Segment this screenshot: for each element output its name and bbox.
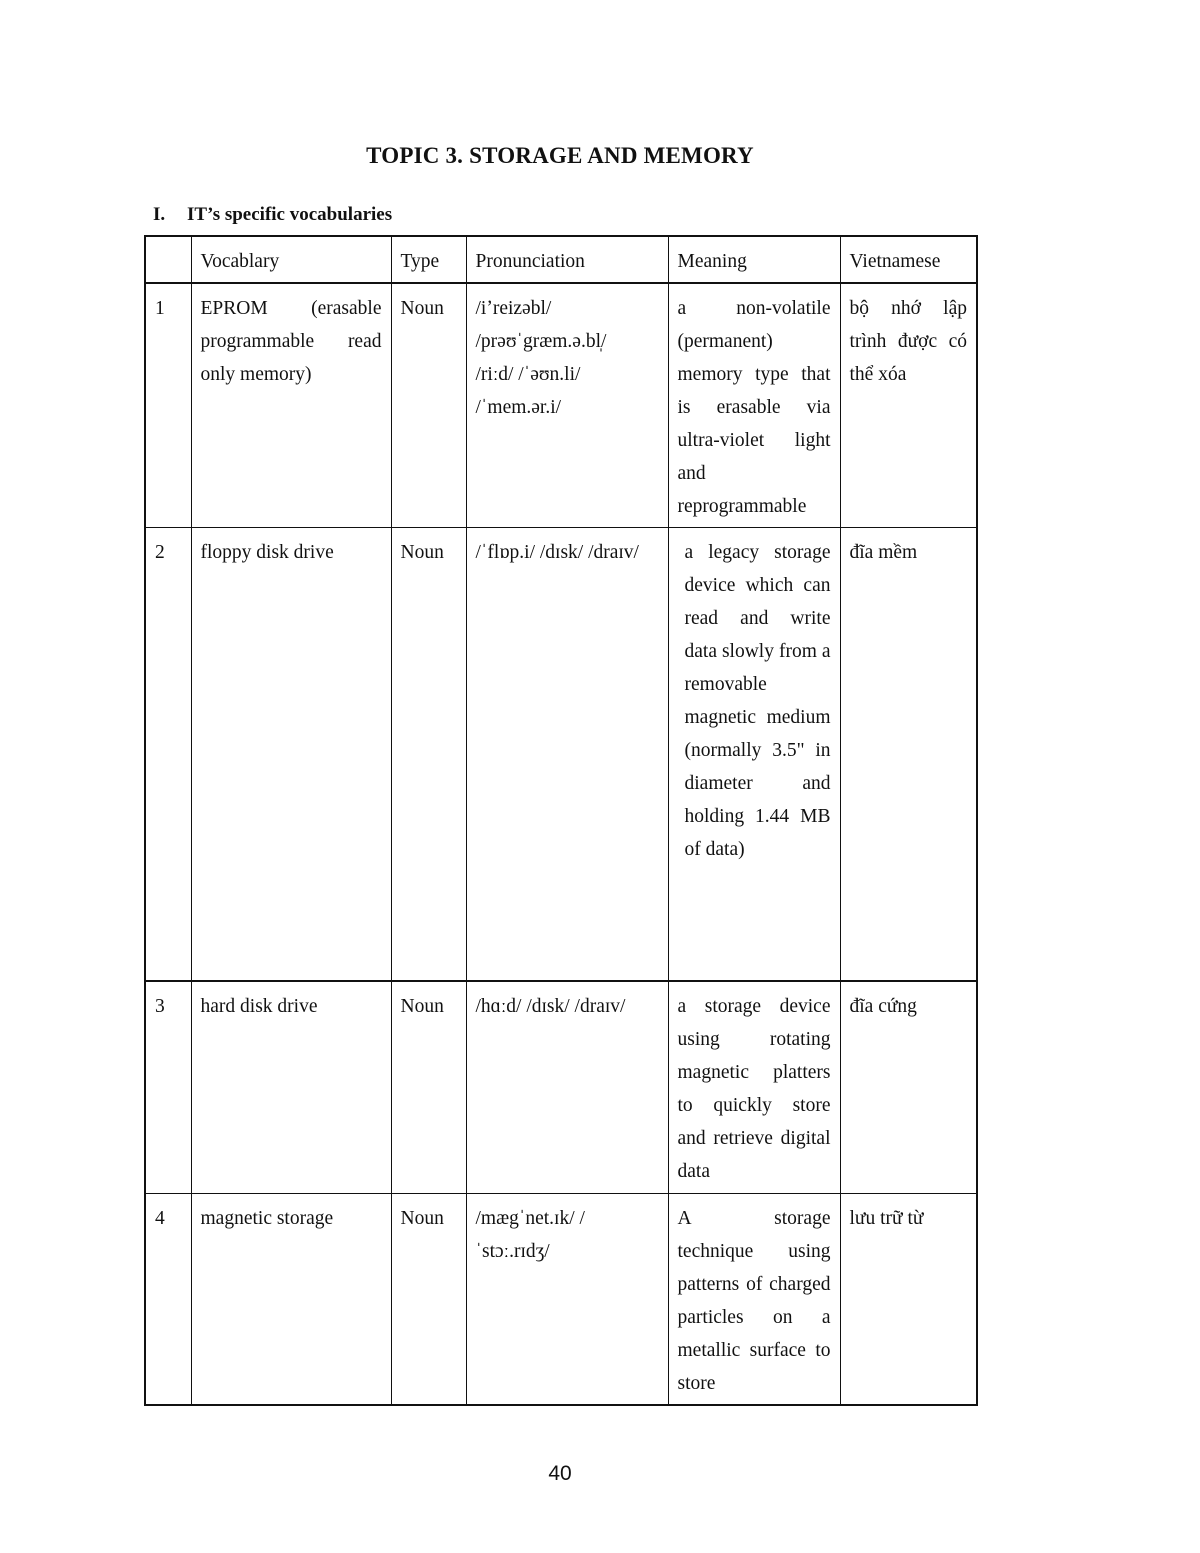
pronunciation-cell: /hɑːd/ /dɪsk/ /draɪv/ <box>466 981 668 1194</box>
row-number: 2 <box>145 528 191 982</box>
vocabulary-cell: hard disk drive <box>191 981 391 1194</box>
row-number: 1 <box>145 283 191 528</box>
header-pronunciation: Pronunciation <box>466 236 668 283</box>
vocabulary-table <box>144 235 978 1406</box>
pronunciation-line: /riːd/ /ˈəʊn.li/ <box>475 364 581 385</box>
row-number: 3 <box>145 981 191 1194</box>
table-row <box>145 981 977 1194</box>
table-row <box>145 528 977 982</box>
table-row <box>145 283 977 528</box>
meaning-cell: a storage device using rotating magnetic platters to quickly store and retrieve digital data <box>668 981 840 1194</box>
pronunciation-cell <box>466 283 668 528</box>
vocabulary-cell: magnetic storage <box>191 1194 391 1406</box>
header-number <box>145 236 191 283</box>
table-header-row <box>145 236 977 283</box>
row-number: 4 <box>145 1194 191 1406</box>
pronunciation-cell: /mægˈnet.ɪk/ /ˈstɔː.rɪdʒ/ <box>466 1194 668 1406</box>
type-cell: Noun <box>391 1194 466 1406</box>
vietnamese-cell: bộ nhớ lập trình được có thể xóa <box>840 283 977 528</box>
section-heading <box>153 204 392 226</box>
vietnamese-cell: đĩa cứng <box>840 981 977 1194</box>
meaning-cell: A storage technique using patterns of charged particles on a metallic surface to store <box>668 1194 840 1406</box>
page-number: 40 <box>548 1462 572 1485</box>
meaning-cell: a non-volatile (permanent) memory type that is erasable via ultra-violet light and reprogrammable <box>668 283 840 528</box>
type-cell: Noun <box>391 528 466 982</box>
header-type: Type <box>391 236 466 283</box>
header-meaning: Meaning <box>668 236 840 283</box>
pronunciation-cell: /ˈflɒp.i/ /dɪsk/ /draɪv/ <box>466 528 668 982</box>
vietnamese-cell: đĩa mềm <box>840 528 977 982</box>
type-cell: Noun <box>391 283 466 528</box>
header-vietnamese: Vietnamese <box>840 236 977 283</box>
pronunciation-line: /ˈmem.ər.i/ <box>475 397 562 418</box>
pronunciation-line: /iʼreizəbl/ <box>475 298 552 319</box>
header-vocabulary: Vocablary <box>191 236 391 283</box>
table-row <box>145 1194 977 1406</box>
pronunciation-line: /prəʊˈgræm.ə.bl̩/ <box>475 331 607 352</box>
vocabulary-cell: EPROM (erasable programmable read only memory) <box>191 283 391 528</box>
type-cell: Noun <box>391 981 466 1194</box>
vocabulary-cell: floppy disk drive <box>191 528 391 982</box>
meaning-cell: a legacy storage device which can read and write data slowly from a removable magnetic medium (normally 3.5" in diameter and holding 1.44 MB of data) <box>668 528 840 982</box>
vietnamese-cell: lưu trữ từ <box>840 1194 977 1406</box>
section-number: I. <box>153 204 166 225</box>
page-title: TOPIC 3. STORAGE AND MEMORY <box>366 143 754 168</box>
section-label: IT’s specific vocabularies <box>187 204 393 225</box>
